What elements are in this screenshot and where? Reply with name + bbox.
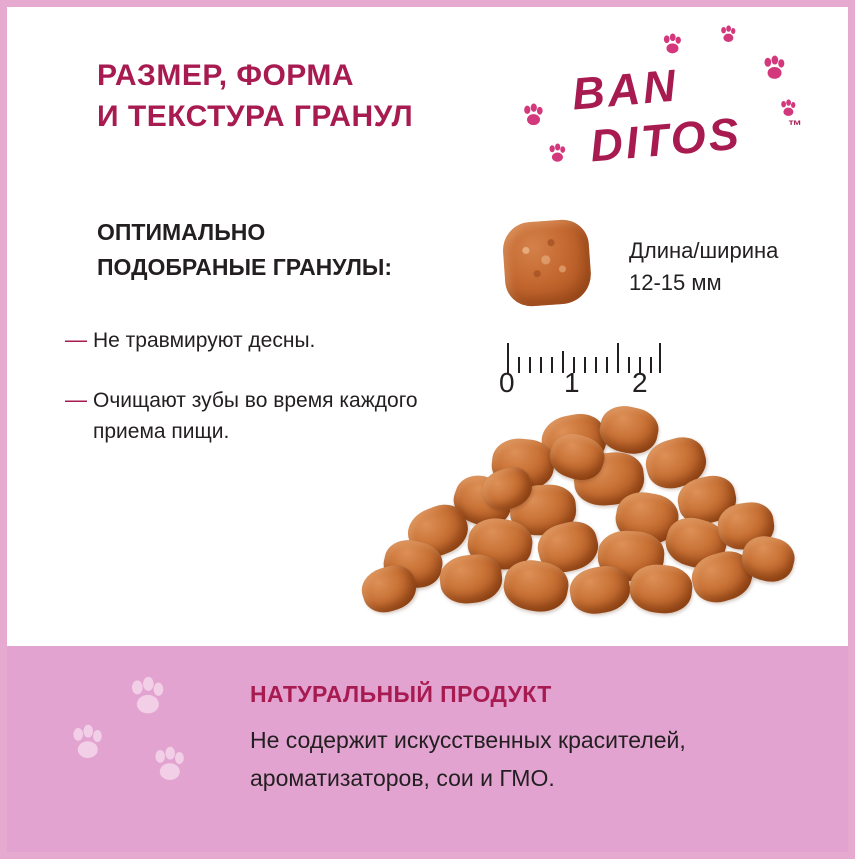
bottom-banner [7,646,848,852]
ruler-number: 1 [564,367,580,398]
size-label-line-1: Длина/ширина [629,238,779,263]
list-item [65,325,485,357]
trademark-symbol: ™ [788,117,802,133]
bullet-dash-icon: — [65,327,87,352]
paw-icon [660,33,684,57]
paw-icon [67,724,107,764]
banner-body [250,722,810,798]
paw-icon [125,676,169,720]
paw-icon [760,55,788,83]
size-label [629,235,839,299]
section-subtitle-line-1: ОПТИМАЛЬНО [97,219,266,245]
paw-icon [520,103,546,129]
kibble-pile-image [362,407,792,622]
banner-body-line-1: Не содержит искусственных красителей, [250,727,686,753]
section-subtitle-line-2: ПОДОБРАНЫЕ ГРАНУЛЫ: [97,253,393,280]
brand-logo-line-1: BAN [569,59,681,120]
paw-icon [149,746,189,786]
paw-icon [546,143,568,165]
size-label-line-2: 12-15 мм [629,269,722,295]
banner-body-line-2: ароматизаторов, сои и ГМО. [250,764,555,791]
ruler-graphic [507,325,662,373]
list-item-label: Очищают зубы во время каждого приема пищи. [93,388,418,443]
section-subtitle [97,215,497,284]
bullet-dash-icon: — [65,386,87,412]
page-title-line-2: И ТЕКСТУРА ГРАНУЛ [97,100,414,134]
ruler-scale-numbers [499,367,674,401]
brand-logo-line-2: DITOS [588,107,744,172]
banner-title: НАТУРАЛЬНЫЙ ПРОДУКТ [250,681,552,707]
paw-icon [718,25,738,45]
ruler-number: 0 [499,367,515,398]
ruler-number: 2 [632,367,648,398]
brand-logo [528,47,808,182]
paw-icon [778,99,798,119]
page-title-line-1: РАЗМЕР, ФОРМА [97,59,355,92]
list-item-label: Не травмируют десны. [93,329,316,352]
page-content [7,7,848,852]
kibble-sample-image [501,218,593,308]
page-title [97,55,527,138]
